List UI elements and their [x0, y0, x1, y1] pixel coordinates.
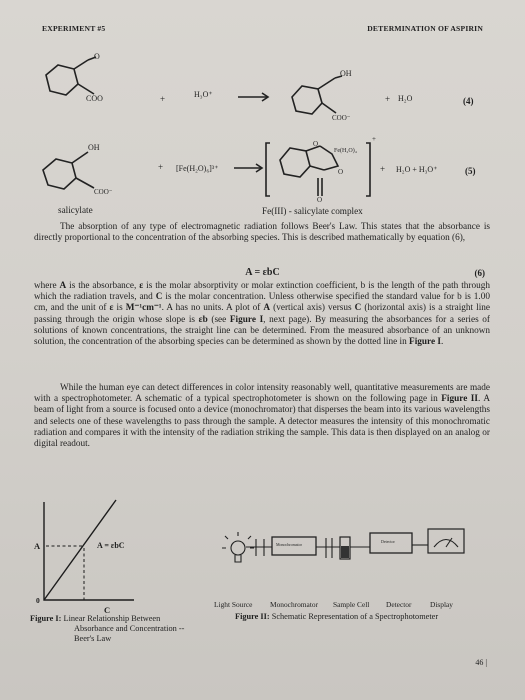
equation-6: A = εbC: [245, 267, 280, 278]
eq5-number: (5): [465, 166, 476, 176]
r2-plus1: +: [158, 162, 164, 172]
figure1-origin: 0: [36, 596, 40, 605]
figure2-detector-box: Detector: [381, 539, 395, 544]
r1-reagent: H₃O⁺: [194, 90, 213, 99]
r1-plus1: +: [160, 94, 166, 104]
r2-reactant-oh: OH: [88, 143, 100, 152]
figure1-line-label: A = εbC: [97, 541, 125, 550]
complex-label: Fe(III) - salicylate complex: [262, 206, 363, 216]
page-number: 46 |: [475, 658, 487, 667]
r2-reagent: [Fe(H₂O)₆]³⁺: [176, 164, 219, 173]
equation-6-number: (6): [474, 268, 485, 278]
figure2-label-monochromator: Monochromator: [270, 600, 319, 609]
figure1-caption: Figure I: Linear Relationship Between Absorbance and Concentration -- Beer's Law: [30, 614, 185, 643]
figure2-monochromator-box: Monochromator: [276, 542, 302, 547]
complex-o1: O: [313, 140, 319, 148]
figure1-axis-a: A: [34, 541, 41, 551]
figure2-label-display: Display: [430, 600, 453, 609]
r2-plus2: +: [380, 164, 386, 174]
complex-o2: O: [338, 168, 344, 176]
r1-product-oh: OH: [340, 69, 352, 78]
figure1-axis-c: C: [104, 605, 111, 615]
header-experiment: EXPERIMENT #5: [42, 24, 106, 33]
figure2-caption: Figure II: Schematic Representation of a Spectrophotometer: [235, 612, 439, 621]
complex-metal: Fe(H₂O)₄: [334, 148, 357, 154]
eq4-number: (4): [463, 96, 474, 106]
r1-product-coo: COO⁻: [332, 114, 351, 122]
figure2-label-source: Light Source: [214, 600, 253, 609]
r1-byproduct: H₂O: [398, 94, 413, 103]
r1-reactant-coo: COO: [86, 94, 103, 103]
figure2-label-detector: Detector: [386, 600, 412, 609]
complex-o3: O: [317, 196, 323, 204]
paragraph-definitions: where A is the absorbance, ε is the molar absorptivity or molar extinction coefficient, b is the length of the path through which the radiation travels, and C is the molar concentration. Unless otherwise specified the standard value for b is 1.00 cm, and the unit of ε is M⁻¹cm⁻¹. A has no units. A plot of A (vertical axis) versus C (horizontal axis) is a straight line passing through the origin whose slope is εb (see Figure I, next page). By measuring the absorbances for a series of solutions of known concentrations, the straight line can be determined. From the measured absorbance of an unknown solution, the concentration of the absorbing species can be determined as shown by the dotted line in Figure I.: [34, 281, 490, 348]
salicylate-label: salicylate: [58, 205, 93, 215]
r1-reactant-o: O: [94, 52, 100, 61]
r2-reactant-coo: COO⁻: [94, 188, 113, 196]
figure2-label-sample: Sample Cell: [333, 600, 370, 609]
r1-plus2: +: [385, 94, 391, 104]
complex-charge: +: [372, 135, 376, 143]
paragraph-beers-law: The absorption of any type of electromagnetic radiation follows Beer's Law. This states that the absorbance is directly proportional to the concentration of the absorbing species. This is described mathematically by equation (6),: [34, 222, 490, 244]
r2-byproducts: H₂O + H₃O⁺: [396, 165, 438, 174]
paragraph-spectrophotometer: While the human eye can detect differences in color intensity reasonably well, quantitative measurements are made with a spectrophotometer. A schematic of a typical spectrophotometer is shown on the following page in Figure II. A beam of light from a source is focused onto a device (monochromator) that disperses the beam into its various wavelengths and selects one of these wavelengths to pass through the sample. A detector measures the intensity of this monochromatic radiation and compares it with the intensity of the radiation striking the sample. This data is then displayed on an analog or digital readout.: [34, 383, 491, 450]
header-title: DETERMINATION OF ASPIRIN: [367, 24, 483, 33]
